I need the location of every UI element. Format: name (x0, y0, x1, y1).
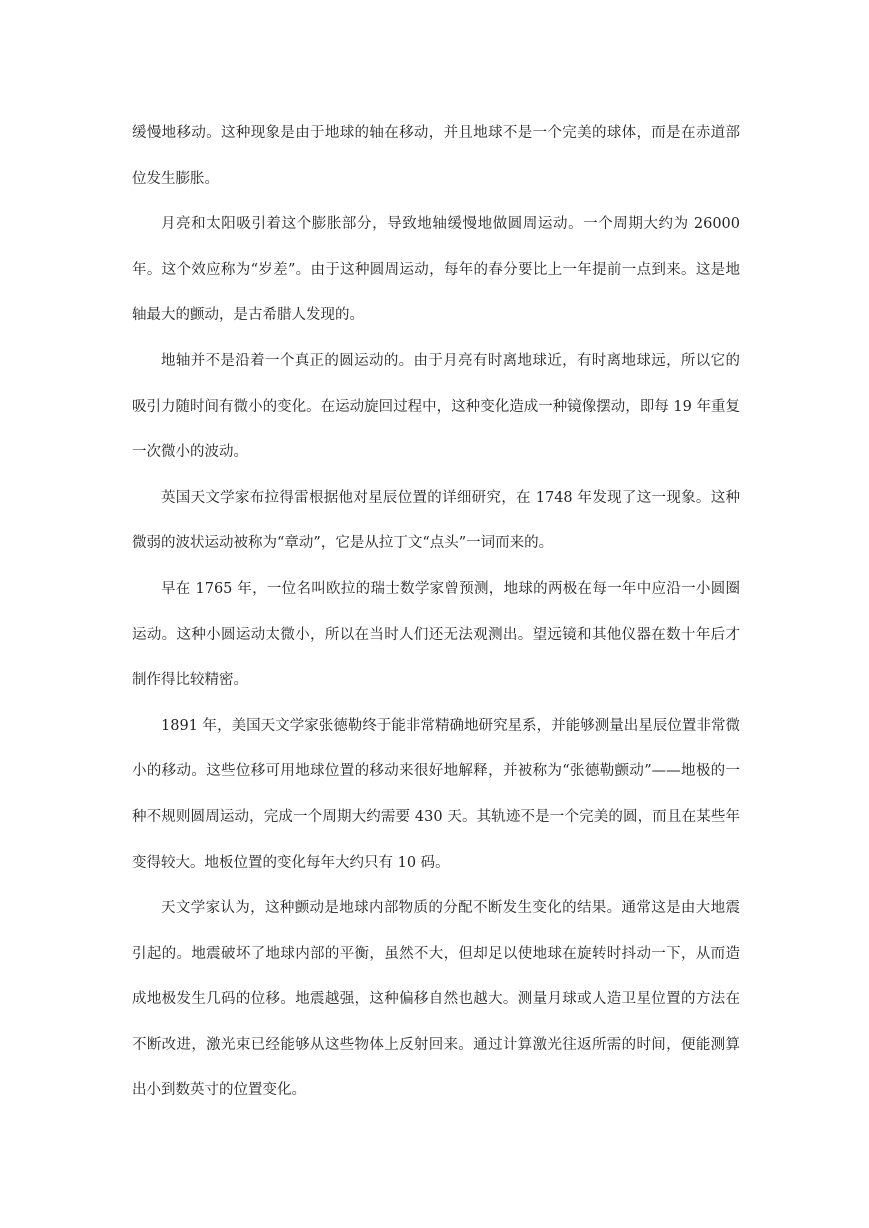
paragraph-1: 缓慢地移动。这种现象是由于地球的轴在移动，并且地球不是一个完美的球体，而是在赤道部位发生膨胀。 (132, 125, 740, 187)
paragraph-2: 月亮和太阳吸引着这个膨胀部分，导致地轴缓慢地做圆周运动。一个周期大约为 26000 年。这个效应称为“岁差”。由于这种圆周运动，每年的春分要比上一年提前一点到来。这是地轴最大的颤动，是古希腊人发现的。 (132, 216, 740, 324)
paragraph-4: 英国天文学家布拉得雷根据他对星辰位置的详细研究，在 1748 年发现了这一现象。这种微弱的波状运动被称为“章动”，它是从拉丁文“点头”一词而来的。 (132, 489, 740, 552)
document-body (132, 111, 740, 1114)
paragraph-3: 地轴并不是沿着一个真正的圆运动的。由于月亮有时离地球近，有时离地球远，所以它的吸引力随时间有微小的变化。在运动旋回过程中，这种变化造成一种镜像摆动，即每 19 年重复一次微小的波动。 (132, 352, 740, 461)
paragraph-5: 早在 1765 年，一位名叫欧拉的瑞士数学家曾预测，地球的两极在每一年中应沿一小圆圈运动。这种小圆运动太微小，所以在当时人们还无法观测出。望远镜和其他仪器在数十年后才制作得比较精密。 (132, 580, 740, 689)
paragraph-6: 1891 年，美国天文学家张德勒终于能非常精确地研究星系，并能够测量出星辰位置非常微小的移动。这些位移可用地球位置的移动来很好地解释，并被称为“张德勒颤动”——地极的一种不规则圆周运动，完成一个周期大约需要 430 天。其轨迹不是一个完美的圆，而且在某些年变得较大。地板位置的变化每年大约只有 10 码。 (132, 717, 740, 871)
paragraph-7: 天文学家认为，这种颤动是地球内部物质的分配不断发生变化的结果。通常这是由大地震引起的。地震破坏了地球内部的平衡，虽然不大，但却足以使地球在旋转时抖动一下，从而造成地极发生几码的位移。地震越强，这种偏移自然也越大。测量月球或人造卫星位置的方法在不断改进，激光束已经能够从这些物体上反射回来。通过计算激光往返所需的时间，便能测算出小到数英寸的位置变化。 (132, 900, 740, 1099)
